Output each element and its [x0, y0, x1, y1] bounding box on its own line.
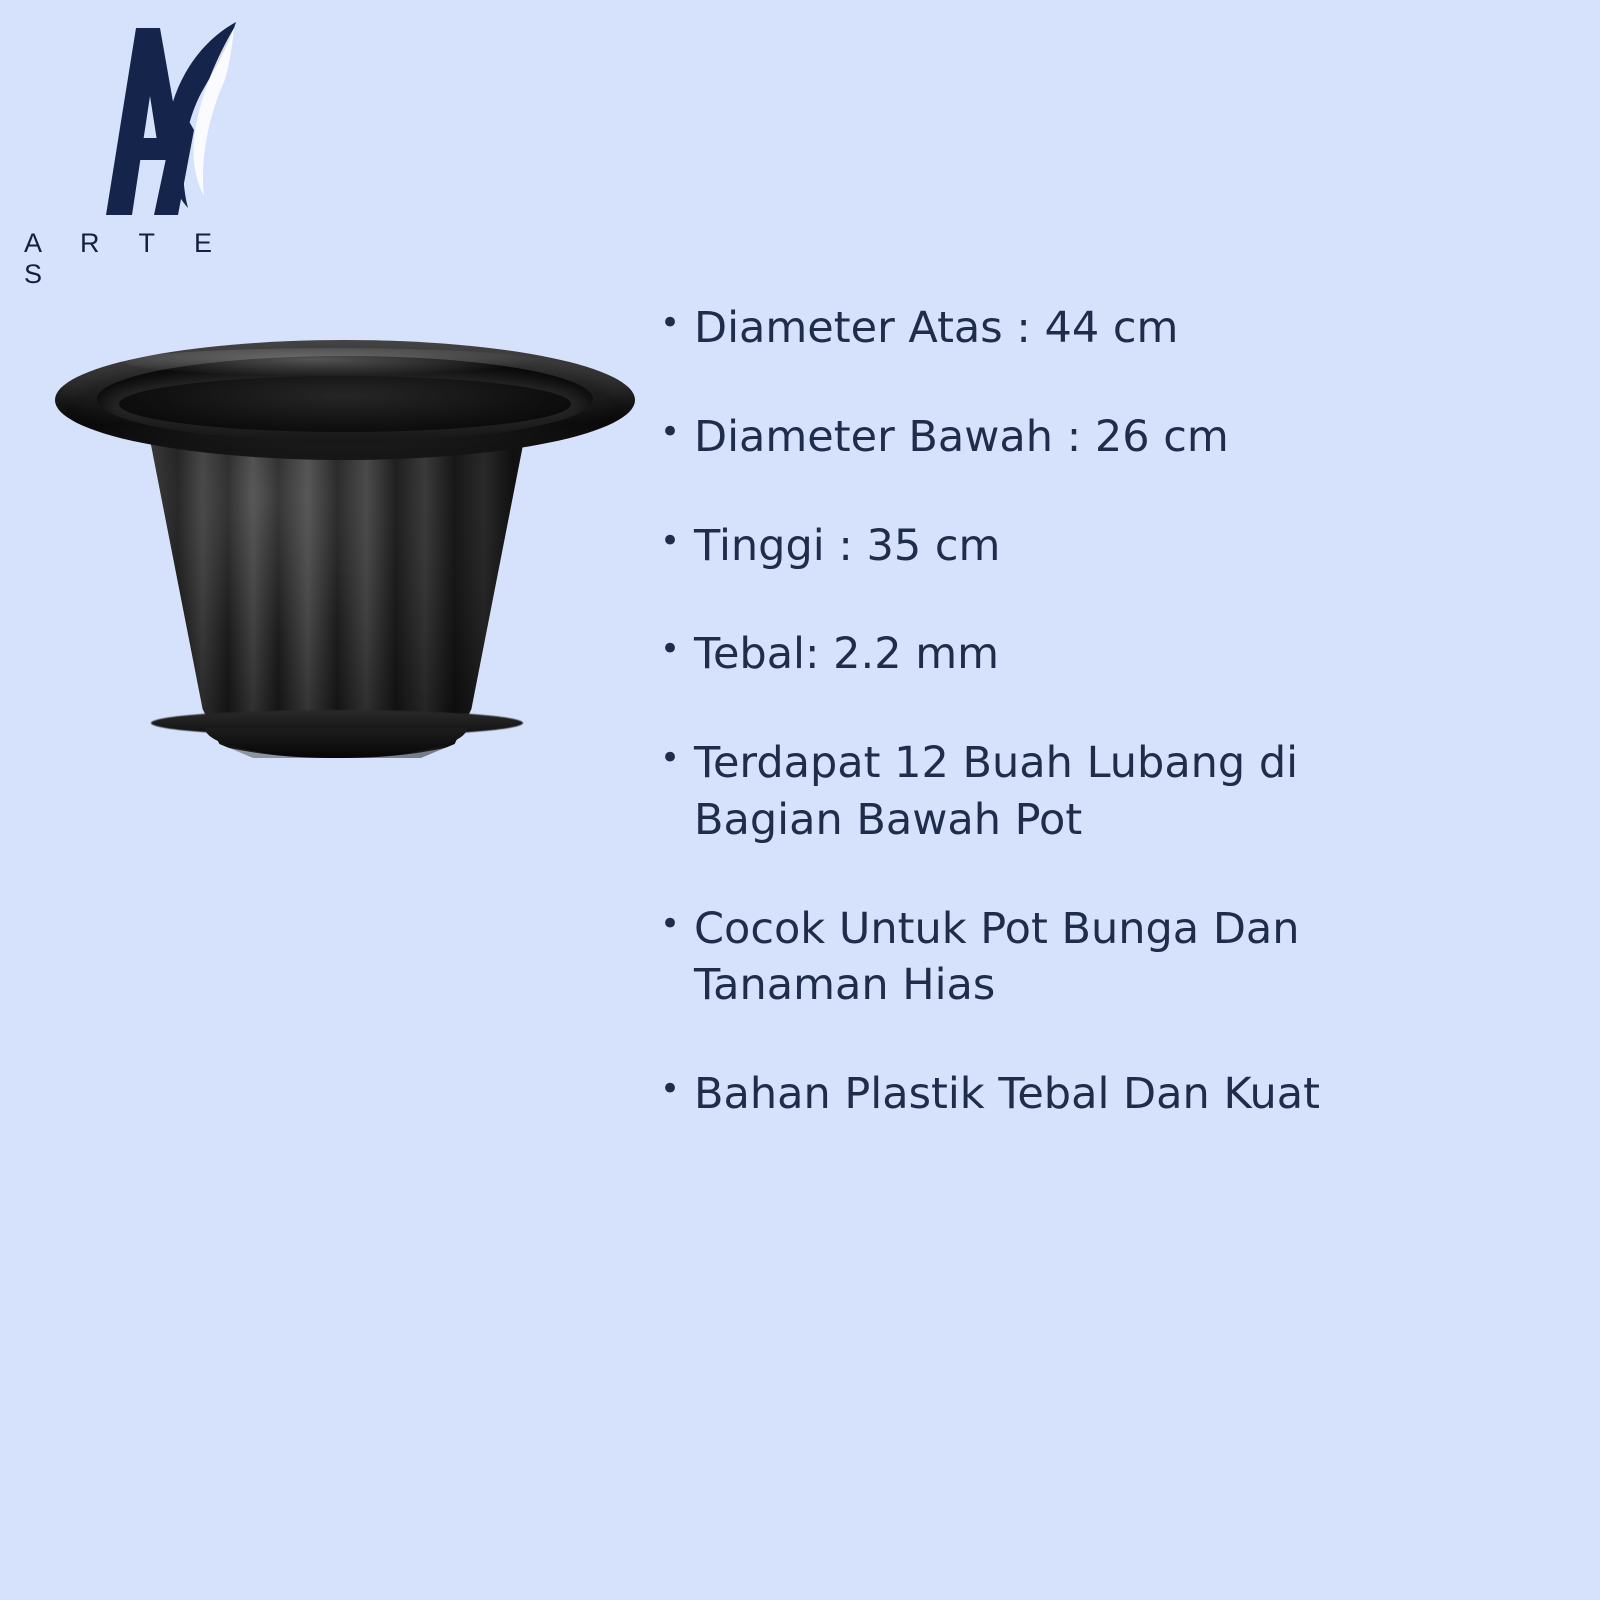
pot-body	[127, 408, 547, 758]
bullet-icon: •	[660, 1069, 681, 1109]
spec-lubang: Terdapat 12 Buah Lubang di Bagian Bawah Pot	[694, 738, 1299, 845]
bullet-icon: •	[660, 903, 681, 944]
list-item	[660, 1066, 1520, 1123]
pot-rim-highlight	[125, 348, 545, 376]
specification-list	[660, 300, 1520, 1175]
bullet-icon: •	[660, 738, 681, 778]
list-item	[660, 300, 1520, 357]
list-item	[660, 626, 1520, 683]
spec-bahan: Bahan Plastik Tebal Dan Kuat	[694, 1069, 1320, 1119]
list-item	[660, 735, 1520, 849]
brand-wordmark: A R T E S	[24, 228, 229, 289]
spec-kegunaan: Cocok Untuk Pot Bunga Dan Tanaman Hias	[694, 903, 1300, 1011]
bullet-icon: •	[660, 303, 681, 343]
list-item	[660, 518, 1520, 575]
spec-diameter-bawah: Diameter Bawah : 26 cm	[694, 411, 1229, 462]
brand-logo	[18, 10, 278, 289]
list-item	[660, 409, 1520, 466]
bullet-icon: •	[660, 411, 681, 452]
spec-tebal: Tebal: 2.2 mm	[694, 629, 999, 680]
spec-diameter-atas: Diameter Atas : 44 cm	[694, 303, 1179, 353]
product-image	[55, 330, 635, 800]
list-item	[660, 901, 1520, 1015]
spec-tinggi: Tinggi : 35 cm	[694, 520, 1001, 571]
bullet-icon: •	[660, 629, 681, 670]
pot-body-shading	[127, 408, 547, 758]
artes-leaf-monogram-icon	[28, 10, 258, 225]
pot-opening	[119, 376, 571, 432]
bullet-icon: •	[660, 520, 681, 561]
